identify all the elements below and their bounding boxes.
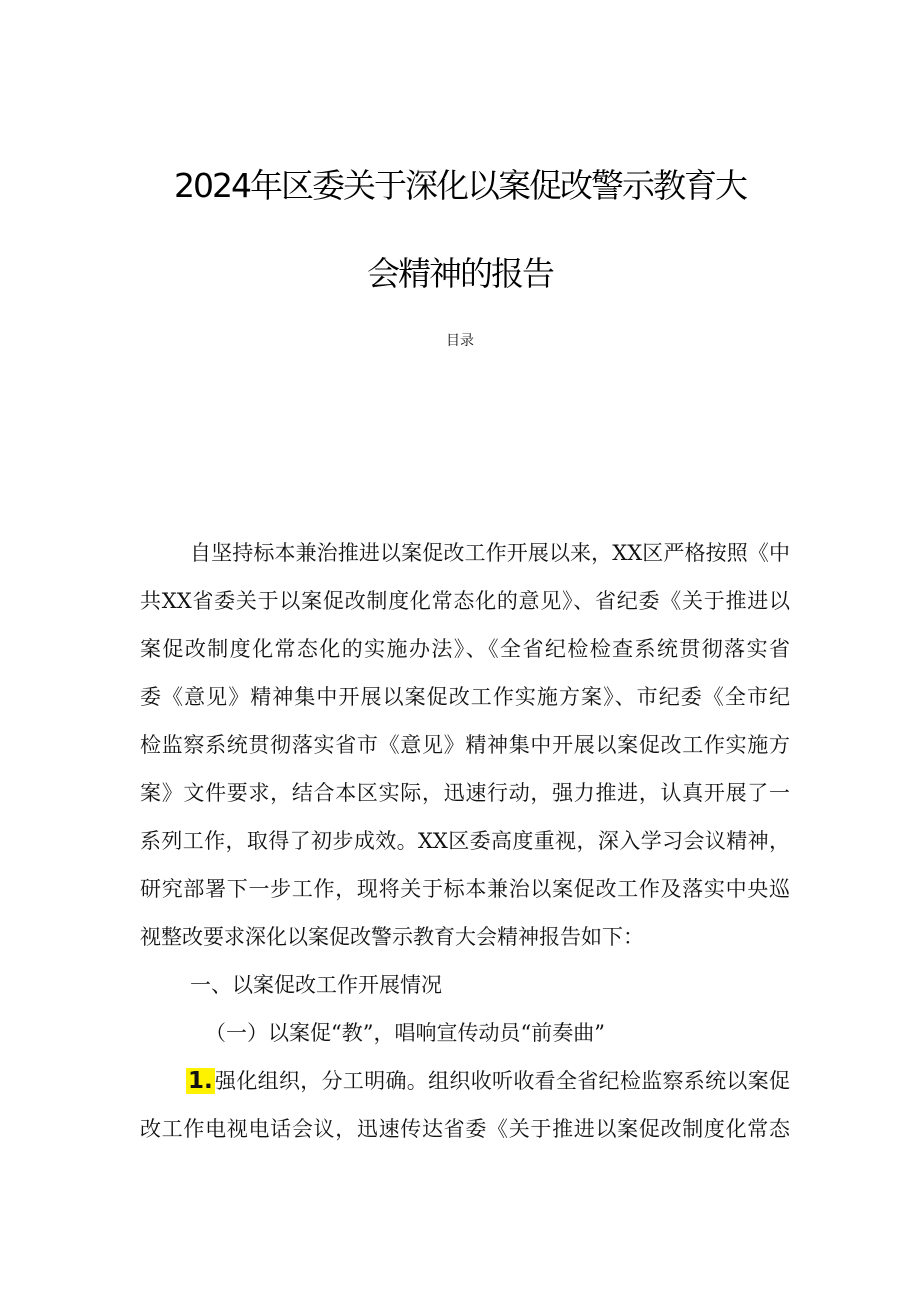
table-of-contents-label: 目录	[446, 333, 474, 349]
paragraph-line: 视整改要求深化以案促改警示教育大会精神报告如下：	[140, 925, 644, 949]
document-title-line1: 2024年区委关于深化以案促改警示教育大	[174, 166, 746, 205]
highlighted-item-number: 1.	[188, 1068, 213, 1094]
document-title-line2: 会精神的报告	[367, 254, 553, 293]
list-item-line	[186, 1066, 790, 1096]
paragraph-line: 研究部署下一步工作，现将关于标本兼治以案促改工作及落实中央巡	[140, 877, 790, 901]
paragraph-line: 案促改制度化常态化的实施办法》、《全省纪检检查系统贯彻落实省	[140, 637, 790, 661]
section-heading: 一、以案促改工作开展情况	[190, 973, 442, 997]
paragraph-line: 委《意见》精神集中开展以案促改工作实施方案》、市纪委《全市纪	[140, 685, 790, 709]
paragraph-line: 检监察系统贯彻落实省市《意见》精神集中开展以案促改工作实施方	[140, 733, 790, 757]
subsection-heading: （一）以案促“教”，唱响宣传动员“前奏曲”	[205, 1021, 605, 1045]
paragraph-line: 共XX省委关于以案促改制度化常态化的意见》、省纪委《关于推进以	[140, 589, 790, 613]
paragraph-line: 改工作电视电话会议，迅速传达省委《关于推进以案促改制度化常态	[140, 1117, 790, 1141]
list-item-text: 强化组织，分工明确。组织收听收看全省纪检监察系统以案促	[214, 1069, 790, 1093]
paragraph-line: 自坚持标本兼治推进以案促改工作开展以来，XX区严格按照《中	[190, 541, 790, 565]
paragraph-line: 系列工作，取得了初步成效。XX区委高度重视，深入学习会议精神，	[140, 829, 790, 853]
paragraph-line: 案》文件要求，结合本区实际，迅速行动，强力推进，认真开展了一	[140, 781, 790, 805]
